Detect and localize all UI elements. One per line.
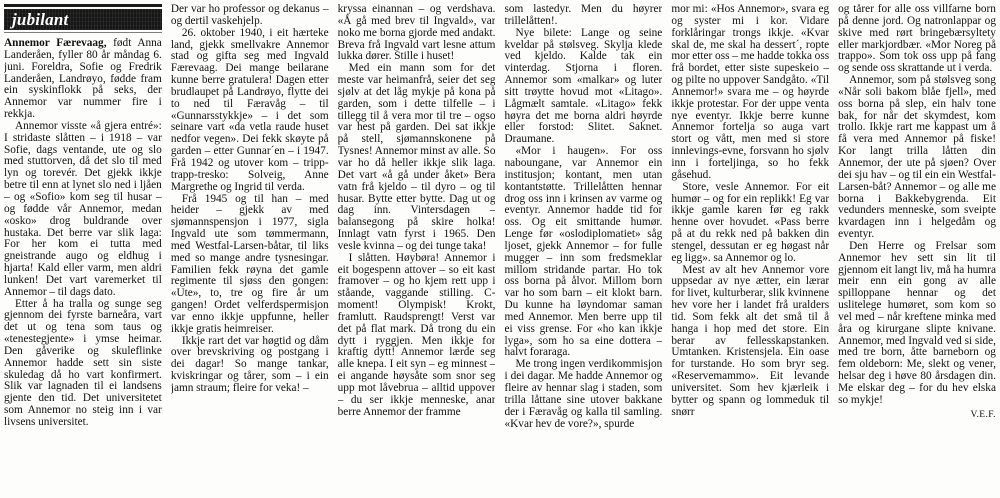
paragraph: Etter å ha tralla og sunge seg gjennom dei fyrste barneåra, vart det ut og tena som taus og «tenestegjente» i ymse heimar. Den gåverike og skuleflinke Annemor hadde sett sin siste skuledag då ho vart konfirmert. Slik var lagnaden til ei landsens gjente den tid. Det universitetet som Annemor no steig inn i var livsens universitet. [4,297,162,428]
text-column-4 [504,4,662,496]
masthead [4,4,162,33]
text-column-5 [671,4,829,496]
masthead-rule-bottom [4,32,162,33]
masthead-banner [4,9,162,30]
text-column-6 [838,4,996,496]
paragraph: Me trong ingen verdikommisjon i dei dagar. Me hadde Annemor og fleire av hennar slag i staden, som trilla låttane sine utover bakkane der i Færavåg og kalla til samling. «Kvar hev de vore?», spurde [504,358,663,430]
text-column-3 [338,4,496,496]
lead-paragraph [4,38,162,121]
text-column-1 [4,4,162,496]
paragraph: mor mi: «Hos Annemor», svara eg og syster mi i kor. Vidare forklåringar trongs ikkje. «Kvar skal de, me skal ha dessert´, ropte mor etter oss – me hadde tokka oss frå bordet, etter siste supeskeio – og pilte no uppover Sandgåto. «Til Annemor!» svara me – og høyrde ikkje protestar. For der uppe venta nye eventyr. Ikkje berre kunne Annemor fortelja so auga vart stort og vått, men med si store innlevings-evne, forsvann ho sjølv inn i forteljinga, so ho fekk gåsehud. [671,4,830,181]
subject-name: Annemor Færevaag, [4,37,107,49]
paragraph: Annemor, som på stølsveg song «Når soli bakom blåe fjell», med oss borna på slep, ein halv tone bak, for når det skymdest, kom trollo. Ikkje rart me kappast um å få vera med Annemor på fiske! Kor langt trilla låtten din Annemor, der ute på sjøen? Over dei sju hav – og til ein ein Westfal-Larsen-båt? Annemor – og alle me borna i Bakkebygrenda. Eit vedunders menneske, som sveipte kvardagen inn i helgedåm og eventyr. [838,74,996,241]
paragraph: 26. oktober 1940, i eit hærteke land, gjekk smellvakre Annemor stad og gifta seg med Ingvald Færevaag. Dei mange beilarane kunne berre gratulera! Dagen etter brudlaupet på Landrøyo, flytte dei to ned til Færavåg – til «Gunnarsstykkje» – i det som seinare vart «da vetla raude huset nedfor vegen». Dei fekk skøyte på garden – etter Gunnar´en – i 1947. Frå 1942 og utover kom – tripp-trapp-tresko: Solveig, Anne Margrethe og Ingrid til verda. [170,26,329,193]
section-label: jubilant [12,10,69,29]
paragraph: Mest av alt hev Annemor vore uppsedar av nye ætter, ein lærar for livet, kulturberar, slik kvinnene hev vore her i landet frå uralders tid. Som fekk alt det små til å hanga i hop med det store. Ein berar av fellesskapstanken. Umtanken. Kristensjela. Ein oase for turstande. Ho som bryr seg. «Reservemammo». Eit levande universitet. Som hev kjærleik i bytter og spann og lommeduk til snørr [671,263,830,418]
paragraph: Nye bilete: Lange og seine kveldar på stølsveg. Skylja klede ved kjeldo. Kalde tak ein vinterdag. Stjorna i floren. Annemor som «malkar» og luter sitt trøytte hovud mot «Litago». Lågmælt samtale. «Litago» fekk høyra det me borna aldri høyrde eller forstod: Slitet. Saknet. Draumane. [504,26,663,146]
paragraph: Med ein mann som for det meste var heimanfrå, seier det seg sjølv at det låg mykje på kona på garden, som i dette tilfelle – i tillegg til å vera mor til tre – ogso var hest på garden. Dei sat ikkje på stell, sjømannskonene på Tysnes! Annemor minst av alle. So var ho då heller ikkje slik laga. Det vart «å gå under åket» Bera vatn frå kjeldo – til dyro – og til husar. Bytte etter bytte. Dag ut og dag inn. Vintersdagen – balansegong på skire holka! Innlagt vatn fyrst i 1965. Den vesle kvinna – og dei tunge taka! [337,62,496,252]
text-column-2 [171,4,329,496]
masthead-rule-top [4,4,162,7]
paragraph: Store, vesle Annemor. For eit humør – og for ein replikk! Eg var ikkje gamle karen før eg rakk henne over hovudet. «Pass berre på at du rekk ned på bakken din stengel, dessutan er eg høgast når eg ligg». sa Annemor og lo. [671,180,830,264]
paragraph: Annemor visste «å gjera entré»: I stridaste slåtten – i 1918 – var Sofie, dags ventande, ute og slo med stuttorven, då det slo til med lyn og torevér. Det gjekk ikkje betre til enn at lynet slo ned i ljåen – og «Sofio» kom seg til husar – og fødde vår Annemor, medan «osko» drog buldrande over hustaka. Det berre var slik laga: For her kom ei tutta med gneistrande augo og eldhug i hjarta! Kald eller varm, men aldri lunken! Det vart varemerket til Annemor – til dags dato. [4,119,162,298]
paragraph: Der var ho professor og dekanus – og dertil vaskehjelp. [170,4,329,27]
column-1-body [4,38,162,429]
paragraph: som lastedyr. Men du høyrer trillelåtten!. [504,4,663,27]
paragraph: I slåtten. Høybøra! Annemor i eit bogespenn attover – so eit kast framover – og ho kjem rett upp i ståande, vaggande stilling. C-moment! Olympisk! Krokt, framlutt. Raudsprengt! Verst var det på flat mark. Då trong du ein dytt i ryggjen. Men ikkje for kraftig dytt! Annemor lærde seg alle knepa. I eit syn – eg minnest – ei angande høysåte som snor seg upp mot låvebrua – alltid uppover – du ser ikkje menneske, anar berre Annemor der framme [337,251,496,418]
paragraph: «Mor i haugen». For oss naboungane, var Annemor ein institusjon; kontant, men utan kontantstøtte. Trillelåtten hennar drog oss inn i krinsen av varme og eventyr. Annemor hadde tid for oss. Og eit smittande humør. Lenge før «oslodiplomatiet» såg ljoset, gjekk Annemor – for fulle mugger – inn som fredsmeklar millom stridande partar. Ho tok oss borna på ålvor. Millom born var ho som barn – eit klokt barn. Du kunne ha løyndomar saman med Annemor. Men berre upp til ei viss grense. For «ho kan ikkje lyga», som ho sa eine dottera – halvt foraraga. [504,145,663,359]
paragraph: kryssa einannan – og verdshava. «Å gå med brev til Ingvald», var noko me borna gjorde med andakt. Breva frå Ingvald vart lesne attum lukka dører. Stille i huset! [337,4,496,63]
paragraph: Den Herre og Frelsar som Annemor hev sett sin lit til gjennom eit langt liv, må ha humra meir enn ein gong av alle spilloppane hennar og det uslitelege humøret, som kom so vel med – når kreftene minka med åra og kirurgane slipte knivane. Annemor, med Ingvald ved si side, med tre born, åtte barneborn og fem oldeborn: Me, slekt og vener, helsar deg i høve 80 årsdagen din. Me elskar deg – for du hev elska so mykje! [838,239,996,406]
paragraph: Frå 1945 og til han – med heider – gjekk av med sjømannspensjon i 1977, sigla Ingvald ute som tømmermann, med Westfal-Larsen-båtar, til liks med so mange andre tysnesingar. Familien fekk røyna det gamle regimente til sjøss den gongen: «Ute», to, tre og fire år um gangen! Ordet velferdspermisjon var enno ikkje uppfunne, heller ikkje gratis heimreiser. [170,192,329,335]
paragraph: Ikkje rart det var høgtid og dåm over brevskriving og postgang i dei dagar! So mange tankar, kviskringar og tårer, som – i ein jamn straum; fleire for veka! – [170,334,329,394]
author-signature: V.E.F. [970,409,996,420]
paragraph-text: født Anna Landeråen, fyller 80 år måndag 6. juni. Foreldra, Sofie og Fredrik Landeråen, Landrøyo, fødde fram ein syskinflokk på seks, der Annemor var nummer fire i rekkja. [4,37,162,121]
paragraph: og tårer for alle oss villfarne born på denne jord. Og natronlappar og skive med rørt bringebærsyltety eller markjordbær. «Mor Noreg på trappo». Som tok oss upp på fang og sende oss skrattande ut i verda. [838,4,996,75]
